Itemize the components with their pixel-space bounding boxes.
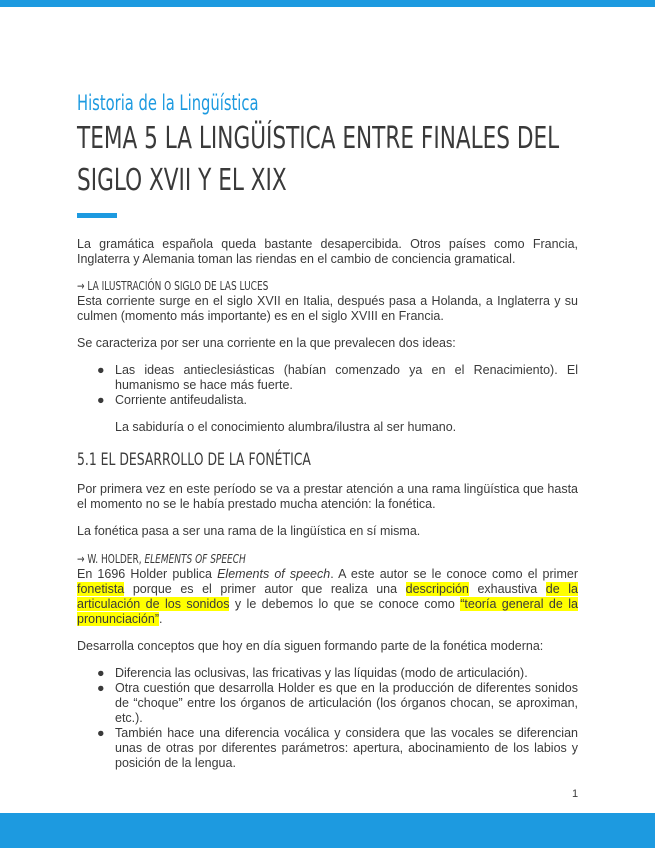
list-item: ● Diferencia las oclusivas, las fricativas y las líquidas (modo de articulación). (97, 666, 528, 680)
list-item: ● Otra cuestión que desarrolla Holder es que en la producción de diferentes sonidos de “choque” entre los órganos de articulación (los órganos chocan, se aproximan, etc.). (97, 681, 578, 725)
subject-heading: Historia de la Lingüística (77, 91, 259, 115)
page-title-line-2: SIGLO XVII Y EL XIX (77, 163, 287, 198)
concepts-intro: Desarrolla conceptos que hoy en día siguen formando parte de la fonética moderna: (77, 639, 544, 653)
section-heading-5-1: 5.1 EL DESARROLLO DE LA FONÉTICA (77, 450, 311, 470)
ideas-list (77, 363, 578, 408)
title-underline (77, 213, 117, 218)
fonetica-paragraph-1: Por primera vez en este período se va a prestar atención a una rama lingüística que hasta el momento no se le había prestado mucha atención: la fonética. (77, 482, 578, 511)
page-title-line-1: TEMA 5 LA LINGÜÍSTICA ENTRE FINALES DEL (77, 121, 560, 156)
list-item: ● Las ideas antieclesiásticas (habían comenzado ya en el Renacimiento). El humanismo se hace más fuerte. (97, 363, 578, 392)
top-accent-bar (0, 0, 655, 7)
fonetica-paragraph-2: La fonética pasa a ser una rama de la lingüística en sí misma. (77, 524, 421, 538)
ideas-intro: Se caracteriza por ser una corriente en la que prevalecen dos ideas: (77, 336, 456, 350)
highlight-articulacion: de la articulación de los sonidos (77, 582, 578, 611)
document-body (77, 88, 578, 771)
bottom-accent-bar (0, 813, 655, 848)
holder-paragraph: En 1696 Holder publica Elements of speech. A este autor se le conoce como el primer fonetista porque es el primer autor que realiza una descripción exhaustiva de la articulación de los sonidos y le debemos lo que se conoce como “teoría general de la pronunciación”. (77, 567, 578, 626)
intro-paragraph: La gramática española queda bastante desapercibida. Otros países como Francia, Inglaterra y Alemania toman las riendas en el cambio de conciencia gramatical. (77, 237, 578, 266)
ilustracion-note: La sabiduría o el conocimiento alumbra/ilustra al ser humano. (115, 420, 457, 434)
highlight-fonetista: fonetista (77, 582, 125, 596)
highlight-descripcion: descripción (405, 582, 469, 596)
list-item: ● Corriente antifeudalista. (97, 393, 248, 407)
ilustracion-heading: → LA ILUSTRACIÓN O SIGLO DE LAS LUCES (77, 279, 269, 293)
holder-heading: → W. HOLDER, ELEMENTS OF SPEECH (77, 552, 246, 566)
concepts-list (77, 666, 578, 771)
highlight-teoria: “teoría general de la pronunciación” (77, 597, 578, 626)
ilustracion-paragraph: Esta corriente surge en el siglo XVII en Italia, después pasa a Holanda, a Inglaterra y su culmen (momento más importante) es en el siglo XVIII en Francia. (77, 294, 578, 323)
list-item: ● También hace una diferencia vocálica y considera que las vocales se diferencian unas de otras por diferentes parámetros: apertura, abocinamiento de los labios y posición de la lengua. (97, 726, 578, 770)
page-number: 1 (572, 788, 579, 800)
